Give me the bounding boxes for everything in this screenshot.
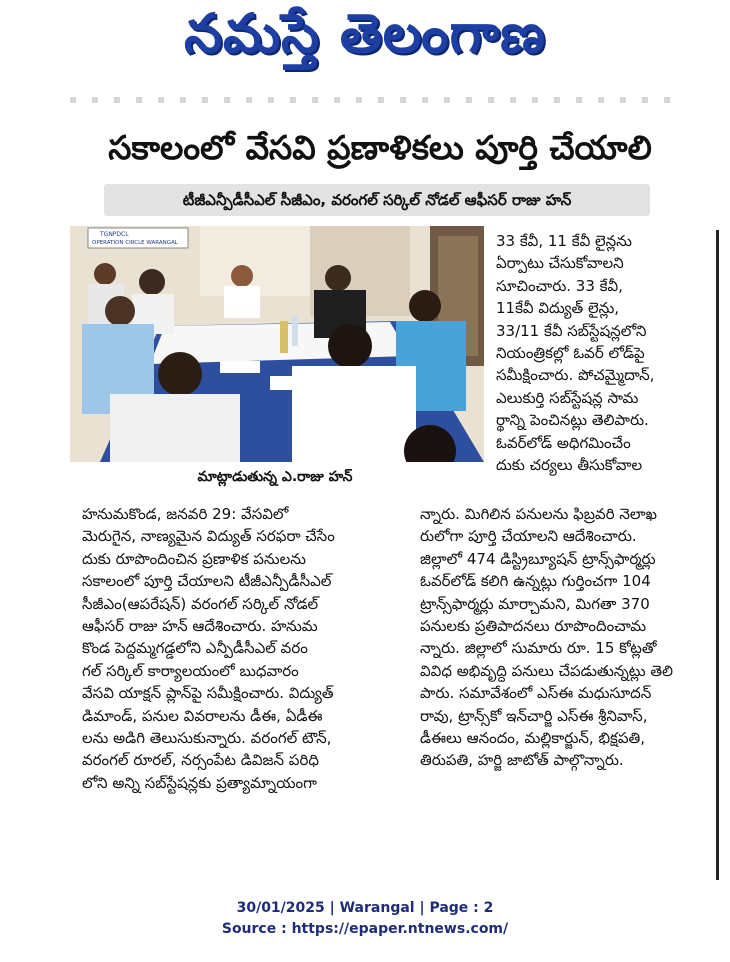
photo-caption: మాట్లాడుతున్న ఎ.రాజు హన్: [197, 469, 353, 485]
text-line: పారు. సమావేశంలో ఎస్‌ఈ మధుసూదన్: [420, 684, 652, 703]
text-line: సమీక్షించారు. పోచమ్మైదాన్,: [496, 366, 655, 385]
text-line: గల్ సర్కిల్ కార్యాలయంలో బుధవారం: [82, 661, 299, 680]
masthead-title: నమస్తే తెలంగాణ: [184, 1, 546, 65]
text-line: నియంత్రికల్లో ఓవర్ లోడ్‌పై: [496, 344, 645, 363]
text-line: సీజీఎం(ఆపరేషన్) వరంగల్ సర్కిల్ నోడల్: [82, 594, 319, 613]
text-line: ఆఫీసర్ రాజు హన్ ఆదేశించారు. హనుమ: [82, 617, 318, 636]
text-line: వివిధ అభివృద్ధి పనులు చేపడుతున్నట్లు తెలి: [420, 661, 673, 680]
meeting-photo-illustration: [70, 226, 484, 462]
masthead: [0, 0, 730, 80]
text-line: ర్థాన్ని పెంచినట్లు తెలిపారు.: [496, 411, 649, 430]
text-line: ఓవర్‌లోడ్ అధిగమించేం: [496, 433, 631, 452]
text-line: ఎలుకుర్తి సబ్‌స్టేషన్ల సామ: [496, 388, 639, 407]
text-line: ట్రాన్స్‌ఫార్మర్లు మార్చామని, మిగతా 370: [420, 594, 650, 613]
text-line: న్నారు. మిగిలిన పనులను ఫిబ్రవరి నెలాఖ: [420, 505, 657, 523]
text-line: రావు, ట్రాన్స్‌కో ఇన్‌చార్జి ఎస్‌ఈ శ్రీనివాస్,: [420, 706, 648, 725]
text-line: 33 కేవీ, 11 కేవీ లైన్లను: [496, 232, 632, 250]
article-headline: సకాలంలో వేసవి ప్రణాళికలు పూర్తి చేయాలి: [108, 128, 652, 167]
edition-info: 30/01/2025 | Warangal | Page : 2: [236, 900, 494, 916]
text-line: 11కేవీ విద్యుత్ లైన్లు,: [496, 299, 620, 318]
text-line: పనులకు ప్రతిపాదనలు రూపొందించామ: [420, 617, 647, 636]
page-footer: [0, 898, 730, 940]
text-line: లోని అన్ని సబ్‌స్టేషన్లకు ప్రత్యామ్నాయంగా: [82, 773, 317, 792]
text-line: జిల్లాలో 474 డిస్ట్రిబ్యూషన్ ట్రాన్స్‌ఫార్మర్లు: [420, 549, 656, 568]
article-column-right-bottom: [420, 503, 690, 772]
text-line: లను అడిగి తెలుసుకున్నారు. వరంగల్ టౌన్,: [82, 729, 332, 748]
clipping-edge-line: [70, 97, 670, 103]
text-line: తిరుపతి, హర్జి జాటోత్ పాల్గొన్నారు.: [420, 751, 624, 770]
text-line: కొండ పెద్దమ్మగడ్డలోని ఎన్పీడీసీఎల్ వరం: [82, 639, 308, 658]
text-line: సకాలంలో పూర్తి చేయాలని టీజీఎన్పీడీసీఎల్: [82, 572, 332, 591]
sign-text-1: TGNPDCL: [100, 231, 129, 238]
text-line: దుకు రూపొందించిన ప్రణాళిక పనులను: [82, 549, 306, 568]
article-column-left: [82, 503, 404, 794]
page-edge-bar: [716, 230, 719, 880]
text-line: వరంగల్ రూరల్, నర్సంపేట డివిజన్ పరిధి: [82, 751, 319, 770]
article-column-right-top: [496, 230, 690, 476]
text-line: ఓవర్‌లోడ్ కలిగి ఉన్నట్లు గుర్తించగా 104: [420, 572, 651, 591]
text-line: దుకు చర్యలు తీసుకోవాల: [496, 456, 643, 475]
sign-text-2: OPERATION CIRCLE WARANGAL: [92, 240, 178, 246]
article-photo: [70, 226, 484, 462]
text-line: డిమాండ్, పనుల వివరాలను డీఈ, ఏడీఈ: [82, 706, 323, 725]
text-line: వేసవి యాక్షన్ ప్లాన్‌పై సమీక్షించారు. విద్యుత్: [82, 684, 334, 703]
text-line: సూచించారు. 33 కేవీ,: [496, 276, 623, 295]
text-line: మెరుగైన, నాణ్యమైన విద్యుత్ సరఫరా చేసేం: [82, 527, 335, 546]
text-line: డీఈలు ఆనందం, మల్లికార్జున్, భిక్షపతి,: [420, 729, 646, 748]
source-link[interactable]: Source : https://epaper.ntnews.com/: [221, 921, 509, 937]
article-subheadline: టీజీఎన్పీడీసీఎల్ సీజీఎం, వరంగల్ సర్కిల్ నోడల్ ఆఫీసర్ రాజు హన్: [104, 184, 650, 216]
text-line: హనుమకొండ, జనవరి 29: వేసవిలో: [82, 505, 289, 523]
text-line: న్నారు. జిల్లాలో సుమారు రూ. 15 కోట్లతో: [420, 639, 657, 658]
text-line: 33/11 కేవీ సబ్‌స్టేషన్లలోని: [496, 321, 647, 340]
text-line: ఏర్పాటు చేసుకోవాలని: [496, 254, 624, 273]
text-line: రులోగా పూర్తి చేయాలని ఆదేశించారు.: [420, 527, 637, 546]
